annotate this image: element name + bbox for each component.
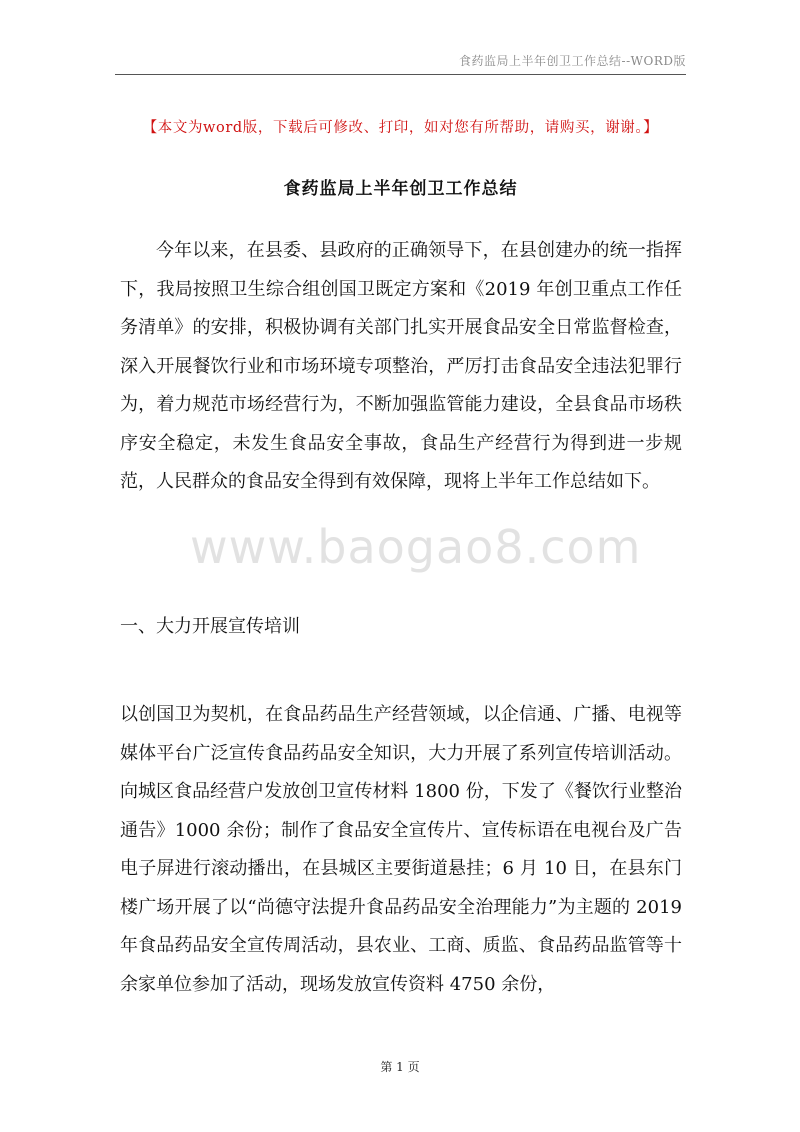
section-heading-1: 一、大力开展宣传培训 xyxy=(120,616,300,637)
watermark-text: www.baogao8.com xyxy=(190,520,642,574)
download-notice: 【本文为word版，下载后可修改、打印，如对您有所帮助，请购买，谢谢。】 xyxy=(142,120,659,136)
section-1-paragraph: 以创国卫为契机，在食品药品生产经营领域，以企信通、广播、电视等媒体平台广泛宣传食品药品安全知识，大力开展了系列宣传培训活动。向城区食品经营户发放创卫宣传材料 1800 份，下发了《餐饮行业整治通告》1000 余份；制作了食品安全宣传片、宣传标语在电视台及广告电子屏进行滚动播出，在县城区主要街道悬挂；6 月 10 日，在县东门楼广场开展了以“尚德守法提升食品药品安全治理能力”为主题的 2019 年食品药品安全宣传周活动，县农业、工商、质监、食品药品监管等十余家单位参加了活动，现场发放宣传资料 4750 余份， xyxy=(120,704,682,995)
page-number: 第 1 页 xyxy=(380,1060,420,1074)
running-header: 食药监局上半年创卫工作总结--WORD版 xyxy=(115,52,686,75)
intro-paragraph: 今年以来，在县委、县政府的正确领导下，在县创建办的统一指挥下，我局按照卫生综合组创国卫既定方案和《2019 年创卫重点工作任务清单》的安排，积极协调有关部门扎实开展食品安全日常监督检查，深入开展餐饮行业和市场环境专项整治，严厉打击食品安全违法犯罪行为，着力规范市场经营行为，不断加强监管能力建设，全县食品市场秩序安全稳定，未发生食品安全事故，食品生产经营行为得到进一步规范，人民群众的食品安全得到有效保障，现将上半年工作总结如下。 xyxy=(120,240,682,492)
document-title: 食药监局上半年创卫工作总结 xyxy=(283,179,518,199)
